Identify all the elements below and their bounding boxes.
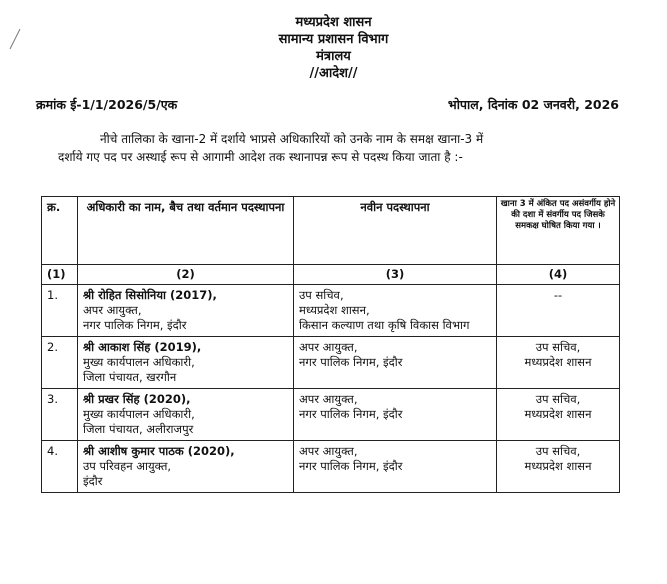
equivalent-line: -- (553, 288, 563, 302)
current-posting-line: मुख्य कार्यपालन अधिकारी, (83, 355, 195, 369)
row-sno: 3. (42, 389, 78, 441)
row-new-posting (294, 389, 497, 441)
row-officer (78, 441, 294, 493)
new-posting-line: अपर आयुक्त, (299, 444, 358, 458)
row-equivalent (497, 285, 620, 337)
new-posting-line: उप सचिव, (299, 288, 344, 302)
new-posting-line: किसान कल्याण तथा कृषि विकास विभाग (299, 318, 470, 332)
new-posting-line: नगर पालिक निगम, इंदौर (299, 459, 403, 473)
equivalent-line: उप सचिव, (535, 392, 581, 406)
document-header (0, 14, 667, 82)
equivalent-line: उप सचिव, (535, 444, 581, 458)
current-posting-line: नगर पालिक निगम, इंदौर (83, 318, 187, 332)
officer-name: श्री आशीष कुमार पाठक (2020), (83, 444, 235, 458)
column-number-row (42, 265, 620, 285)
header-sno: क्र. (42, 197, 78, 265)
current-posting-line: जिला पंचायत, खरगौन (83, 370, 177, 384)
new-posting-line: नगर पालिक निगम, इंदौर (299, 355, 403, 369)
table-header-row (42, 197, 620, 265)
current-posting-line: इंदौर (83, 474, 103, 488)
table-row (42, 441, 620, 493)
row-equivalent (497, 389, 620, 441)
order-paragraph (58, 130, 618, 166)
row-equivalent (497, 337, 620, 389)
col-num-3: (3) (294, 265, 497, 285)
header-department: सामान्य प्रशासन विभाग (278, 32, 389, 47)
row-sno: 1. (42, 285, 78, 337)
reference-line (36, 96, 619, 114)
officer-name: श्री प्रखर सिंह (2020), (83, 392, 191, 406)
row-sno: 4. (42, 441, 78, 493)
equivalent-line: मध्यप्रदेश शासन (524, 407, 592, 421)
table-row (42, 285, 620, 337)
header-ministry: मंत्रालय (316, 49, 351, 64)
table-row (42, 389, 620, 441)
posting-table (41, 196, 620, 493)
officer-name: श्री आकाश सिंह (2019), (83, 340, 202, 354)
new-posting-line: अपर आयुक्त, (299, 340, 358, 354)
new-posting-line: नगर पालिक निगम, इंदौर (299, 407, 403, 421)
row-officer (78, 389, 294, 441)
row-new-posting (294, 337, 497, 389)
equivalent-line: मध्यप्रदेश शासन (524, 355, 592, 369)
col-num-1: (1) (42, 265, 78, 285)
header-officer: अधिकारी का नाम, बैच तथा वर्तमान पदस्थापना (78, 197, 294, 265)
equivalent-line: मध्यप्रदेश शासन (524, 459, 592, 473)
header-new-posting: नवीन पदस्थापना (294, 197, 497, 265)
current-posting-line: अपर आयुक्त, (83, 303, 142, 317)
row-officer (78, 285, 294, 337)
header-equivalent: खाना 3 में अंकित पद असंवर्गीय होने की दशा में संवर्गीय पद जिसके समकक्ष घोषित किया गया । (497, 197, 620, 265)
row-equivalent (497, 441, 620, 493)
current-posting-line: उप परिवहन आयुक्त, (83, 459, 172, 473)
new-posting-line: अपर आयुक्त, (299, 392, 358, 406)
table-row (42, 337, 620, 389)
row-sno: 2. (42, 337, 78, 389)
place-date: भोपाल, दिनांक 02 जनवरी, 2026 (447, 97, 619, 112)
paragraph-line-2: दर्शाये गए पद पर अस्थाई रूप से आगामी आदेश तक स्थानापन्न रूप से पदस्थ किया जाता है :- (58, 150, 463, 164)
current-posting-line: जिला पंचायत, अलीराजपुर (83, 422, 194, 436)
current-posting-line: मुख्य कार्यपालन अधिकारी, (83, 407, 195, 421)
header-state-govt: मध्यप्रदेश शासन (295, 15, 372, 30)
paragraph-line-1: नीचे तालिका के खाना-2 में दर्शाये भाप्रसे अधिकारियों को उनके नाम के समक्ष खाना-3 में (100, 132, 484, 146)
col-num-2: (2) (78, 265, 294, 285)
row-officer (78, 337, 294, 389)
header-order-title: //आदेश// (309, 66, 358, 81)
order-number: क्रमांक ई-1/1/2026/5/एक (36, 97, 178, 112)
new-posting-line: मध्यप्रदेश शासन, (299, 303, 370, 317)
col-num-4: (4) (497, 265, 620, 285)
row-new-posting (294, 285, 497, 337)
equivalent-line: उप सचिव, (535, 340, 581, 354)
row-new-posting (294, 441, 497, 493)
officer-name: श्री रोहित सिसोनिया (2017), (83, 288, 217, 302)
